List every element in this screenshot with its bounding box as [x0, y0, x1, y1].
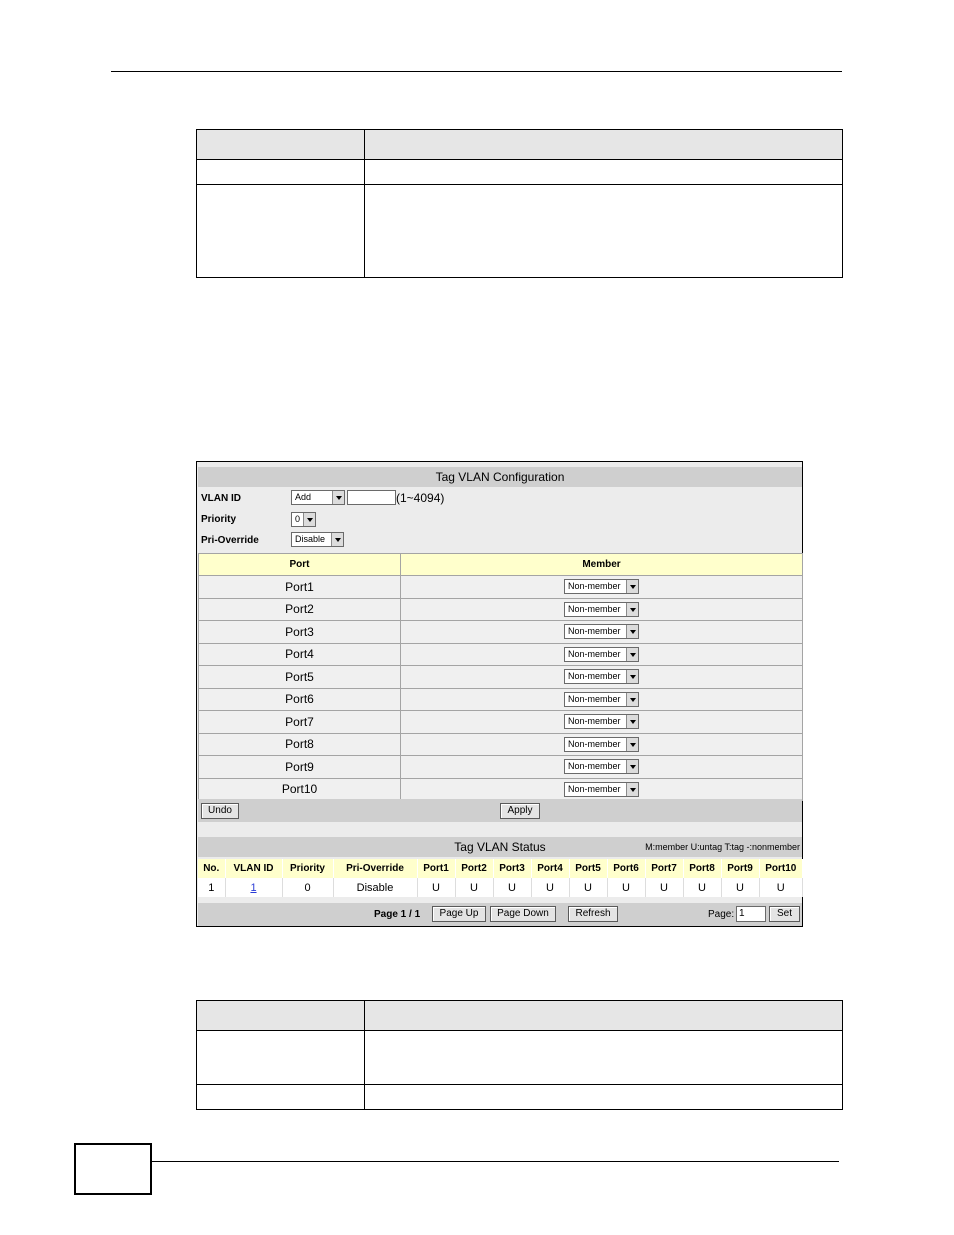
table-row — [199, 666, 803, 689]
refresh-button[interactable]: Refresh — [568, 906, 618, 922]
chevron-down-icon — [626, 625, 638, 638]
row-port3: U — [493, 878, 531, 897]
set-button[interactable]: Set — [769, 906, 800, 922]
vlan-status-table — [198, 859, 803, 897]
member-value: Non-member — [568, 648, 621, 659]
row-priority: 0 — [282, 878, 333, 897]
member-select[interactable] — [564, 759, 639, 774]
col-vlan-id: VLAN ID — [225, 859, 282, 878]
vlan-action-select[interactable] — [291, 490, 345, 505]
col-port9: Port9 — [721, 859, 759, 878]
col-port10: Port10 — [759, 859, 803, 878]
row-port9: U — [721, 878, 759, 897]
table-row — [199, 598, 803, 621]
port-name: Port9 — [199, 756, 401, 779]
page-up-button[interactable]: Page Up — [432, 906, 486, 922]
table-row — [199, 576, 803, 599]
member-value: Non-member — [568, 738, 621, 749]
col-port2: Port2 — [455, 859, 493, 878]
chevron-down-icon — [331, 533, 343, 546]
pri-override-value: Disable — [295, 534, 326, 544]
port-name: Port7 — [199, 711, 401, 734]
row-port4: U — [531, 878, 569, 897]
port-header: Port — [199, 554, 401, 576]
chevron-down-icon — [332, 491, 344, 504]
row-no: 1 — [198, 878, 225, 897]
config-title-bar — [198, 467, 802, 487]
member-value: Non-member — [568, 783, 621, 794]
member-value: Non-member — [568, 603, 621, 614]
table-row — [199, 643, 803, 666]
member-select[interactable] — [564, 782, 639, 797]
col-port3: Port3 — [493, 859, 531, 878]
priority-value: 0 — [295, 514, 301, 524]
row-port5: U — [569, 878, 607, 897]
col-port4: Port4 — [531, 859, 569, 878]
vlan-id-link[interactable]: 1 — [250, 881, 257, 894]
chevron-down-icon — [626, 670, 638, 683]
col-pri-override: Pri-Override — [333, 859, 417, 878]
header-rule — [111, 71, 842, 72]
port-name: Port3 — [199, 621, 401, 644]
member-select[interactable] — [564, 602, 639, 617]
table-row — [199, 733, 803, 756]
port-name: Port5 — [199, 666, 401, 689]
chevron-down-icon — [626, 783, 638, 796]
table-row — [199, 756, 803, 779]
undo-button[interactable]: Undo — [201, 803, 239, 819]
pri-override-label: Pri-Override — [201, 535, 259, 546]
status-title: Tag VLAN Status — [454, 840, 546, 854]
member-value: Non-member — [568, 626, 621, 637]
priority-label: Priority — [201, 514, 237, 525]
table-row — [199, 688, 803, 711]
row-port2: U — [455, 878, 493, 897]
chevron-down-icon — [303, 513, 315, 526]
col-no: No. — [198, 859, 225, 878]
doc-table-top — [196, 129, 843, 278]
port-name: Port6 — [199, 688, 401, 711]
port-name: Port10 — [199, 778, 401, 801]
status-legend: M:member U:untag T:tag -:nonmember — [645, 842, 800, 852]
port-name: Port4 — [199, 643, 401, 666]
config-title: Tag VLAN Configuration — [435, 470, 565, 484]
member-select[interactable] — [564, 669, 639, 684]
page-number-box — [74, 1143, 152, 1195]
pri-override-select[interactable] — [291, 532, 344, 547]
member-header: Member — [401, 554, 803, 576]
chevron-down-icon — [626, 715, 638, 728]
member-value: Non-member — [568, 716, 621, 727]
col-port8: Port8 — [683, 859, 721, 878]
action-bar — [198, 799, 802, 822]
member-value: Non-member — [568, 671, 621, 682]
member-value: Non-member — [568, 693, 621, 704]
member-select[interactable] — [564, 692, 639, 707]
vlan-id-range: (1~4094) — [396, 491, 445, 505]
col-priority: Priority — [282, 859, 333, 878]
row-port1: U — [417, 878, 455, 897]
row-port7: U — [645, 878, 683, 897]
chevron-down-icon — [626, 603, 638, 616]
col-port5: Port5 — [569, 859, 607, 878]
member-select[interactable] — [564, 714, 639, 729]
vlan-id-input[interactable] — [347, 490, 396, 505]
port-table-header — [199, 554, 803, 576]
doc-table-bottom — [196, 1000, 843, 1110]
page-info: Page 1 / 1 — [374, 909, 421, 920]
port-name: Port2 — [199, 598, 401, 621]
chevron-down-icon — [626, 648, 638, 661]
member-select[interactable] — [564, 624, 639, 639]
vlan-id-label: VLAN ID — [201, 493, 241, 504]
port-name: Port8 — [199, 733, 401, 756]
port-name: Port1 — [199, 576, 401, 599]
member-value: Non-member — [568, 761, 621, 772]
footer-rule — [150, 1161, 839, 1162]
table-row — [199, 621, 803, 644]
status-title-bar — [198, 837, 802, 857]
page-input[interactable]: 1 — [736, 906, 766, 922]
member-select[interactable] — [564, 737, 639, 752]
vlan-action-value: Add — [295, 492, 312, 502]
tag-vlan-panel — [196, 461, 803, 927]
priority-select[interactable] — [291, 512, 316, 527]
member-select[interactable] — [564, 579, 639, 594]
member-value: Non-member — [568, 581, 621, 592]
chevron-down-icon — [626, 580, 638, 593]
chevron-down-icon — [626, 693, 638, 706]
table-row — [199, 711, 803, 734]
chevron-down-icon — [626, 738, 638, 751]
page-label: Page: — [708, 909, 735, 920]
row-port8: U — [683, 878, 721, 897]
col-port6: Port6 — [607, 859, 645, 878]
page-down-button[interactable]: Page Down — [490, 906, 556, 922]
row-port10: U — [759, 878, 803, 897]
chevron-down-icon — [626, 760, 638, 773]
row-port6: U — [607, 878, 645, 897]
table-row — [199, 778, 803, 801]
table-row — [198, 878, 803, 897]
member-select[interactable] — [564, 647, 639, 662]
apply-button[interactable]: Apply — [500, 803, 540, 819]
port-member-table — [198, 553, 803, 801]
pager-bar — [198, 903, 802, 926]
col-port7: Port7 — [645, 859, 683, 878]
row-pri-override: Disable — [333, 878, 417, 897]
col-port1: Port1 — [417, 859, 455, 878]
status-header-row — [198, 859, 803, 878]
